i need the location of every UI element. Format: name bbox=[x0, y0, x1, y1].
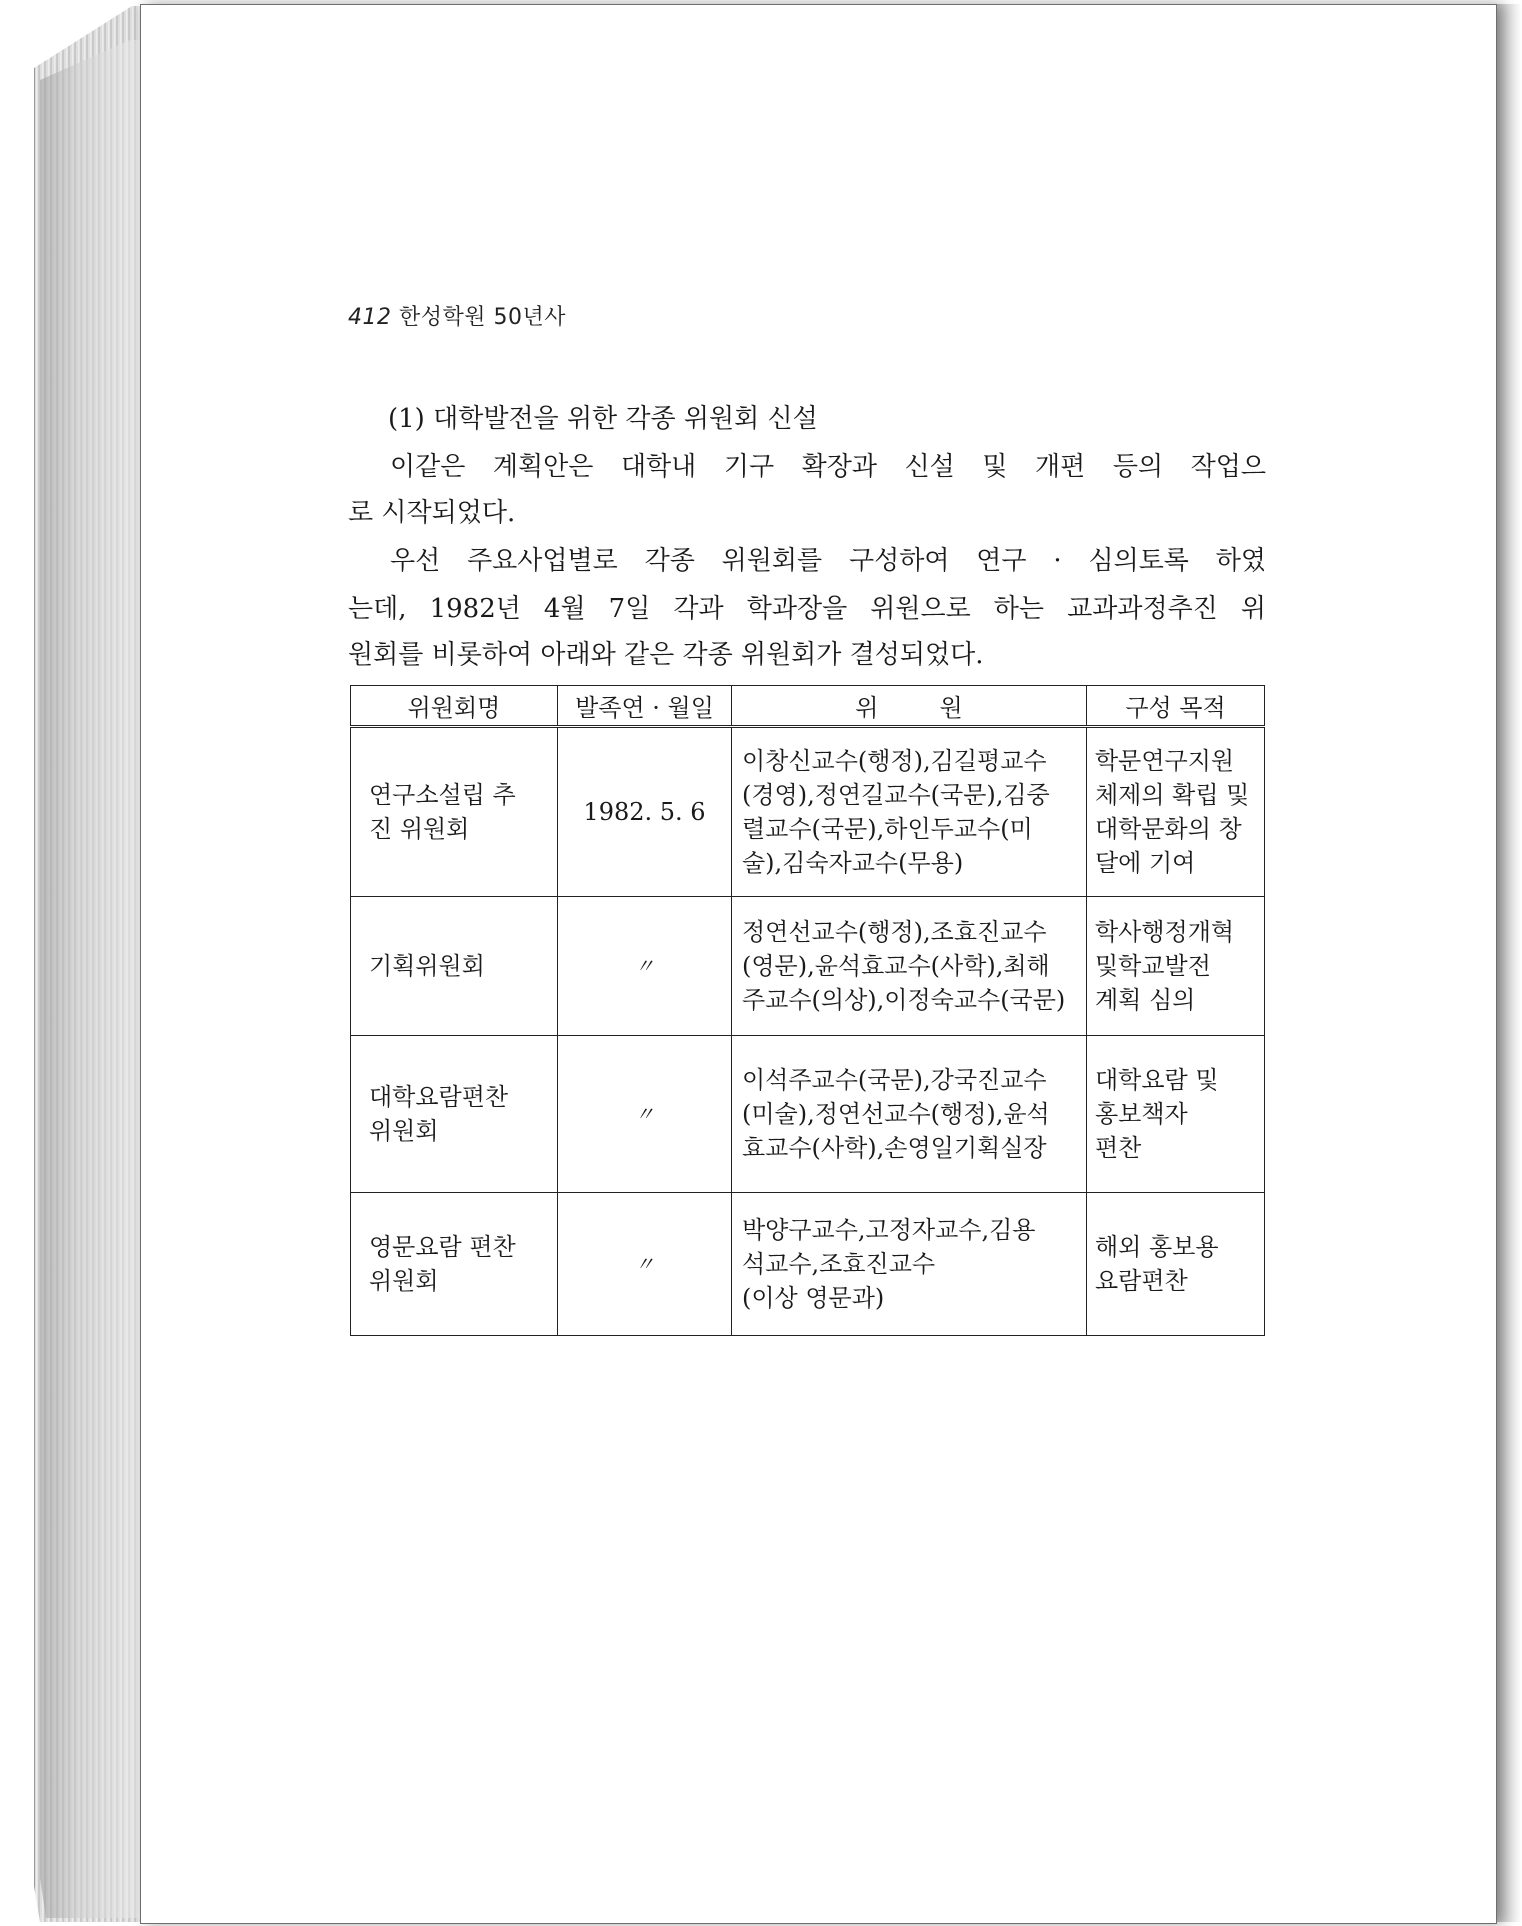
table-row bbox=[351, 897, 1265, 1036]
table-header-row bbox=[351, 686, 1265, 727]
founded-date: 1982. 5. 6 bbox=[558, 727, 732, 897]
table-row bbox=[351, 1193, 1265, 1336]
committee-members: 이창신교수(행정),김길평교수 (경영),정연길교수(국문),김중 렬교수(국문),하인두교수(미 술),김숙자교수(무용) bbox=[732, 727, 1087, 897]
committee-purpose: 해외 홍보용 요람편찬 bbox=[1087, 1193, 1265, 1336]
committee-purpose: 대학요람 및 홍보책자 편찬 bbox=[1087, 1036, 1265, 1193]
book-spine-shading bbox=[40, 40, 140, 1918]
founded-date-ditto: 〃 bbox=[558, 1193, 732, 1336]
paragraph-1-line-1: 이같은 계획안은 대학내 기구 확장과 신설 및 개편 등의 작업으 bbox=[390, 452, 1266, 482]
committee-name: 영문요람 편찬 위원회 bbox=[351, 1193, 558, 1336]
committee-table bbox=[350, 685, 1265, 1336]
section-heading: (1) 대학발전을 위한 각종 위원회 신설 bbox=[388, 404, 818, 434]
committee-name: 연구소설립 추 진 위원회 bbox=[351, 727, 558, 897]
page-number: 412 bbox=[348, 305, 392, 330]
committee-name: 기획위원회 bbox=[351, 897, 558, 1036]
committee-name: 대학요람편찬 위원회 bbox=[351, 1036, 558, 1193]
table-row bbox=[351, 727, 1265, 897]
header-committee-name: 위원회명 bbox=[351, 686, 558, 727]
committee-members: 정연선교수(행정),조효진교수 (영문),윤석효교수(사학),최해 주교수(의상),이정숙교수(국문) bbox=[732, 897, 1087, 1036]
committee-members: 박양구교수,고정자교수,김용 석교수,조효진교수 (이상 영문과) bbox=[732, 1193, 1087, 1336]
committee-members: 이석주교수(국문),강국진교수 (미술),정연선교수(행정),윤석 효교수(사학),손영일기획실장 bbox=[732, 1036, 1087, 1193]
paragraph-2-line-3: 원회를 비롯하여 아래와 같은 각종 위원회가 결성되었다. bbox=[348, 640, 984, 670]
header-members: 위 원 bbox=[732, 686, 1087, 727]
header-purpose: 구성 목적 bbox=[1087, 686, 1265, 727]
running-header bbox=[348, 300, 566, 331]
table-row bbox=[351, 1036, 1265, 1193]
paragraph-2-line-1: 우선 주요사업별로 각종 위원회를 구성하여 연구 · 심의토록 하였 bbox=[390, 546, 1266, 576]
committee-purpose: 학문연구지원 체제의 확립 및 대학문화의 창 달에 기여 bbox=[1087, 727, 1265, 897]
header-founded-date: 발족연 · 월일 bbox=[558, 686, 732, 727]
committee-purpose: 학사행정개혁 및학교발전 계획 심의 bbox=[1087, 897, 1265, 1036]
book-title: 한성학원 50년사 bbox=[399, 305, 566, 330]
paragraph-1-line-2: 로 시작되었다. bbox=[348, 498, 516, 528]
founded-date-ditto: 〃 bbox=[558, 1036, 732, 1193]
paragraph-2-line-2: 는데, 1982년 4월 7일 각과 학과장을 위원으로 하는 교과과정추진 위 bbox=[348, 594, 1266, 624]
founded-date-ditto: 〃 bbox=[558, 897, 732, 1036]
